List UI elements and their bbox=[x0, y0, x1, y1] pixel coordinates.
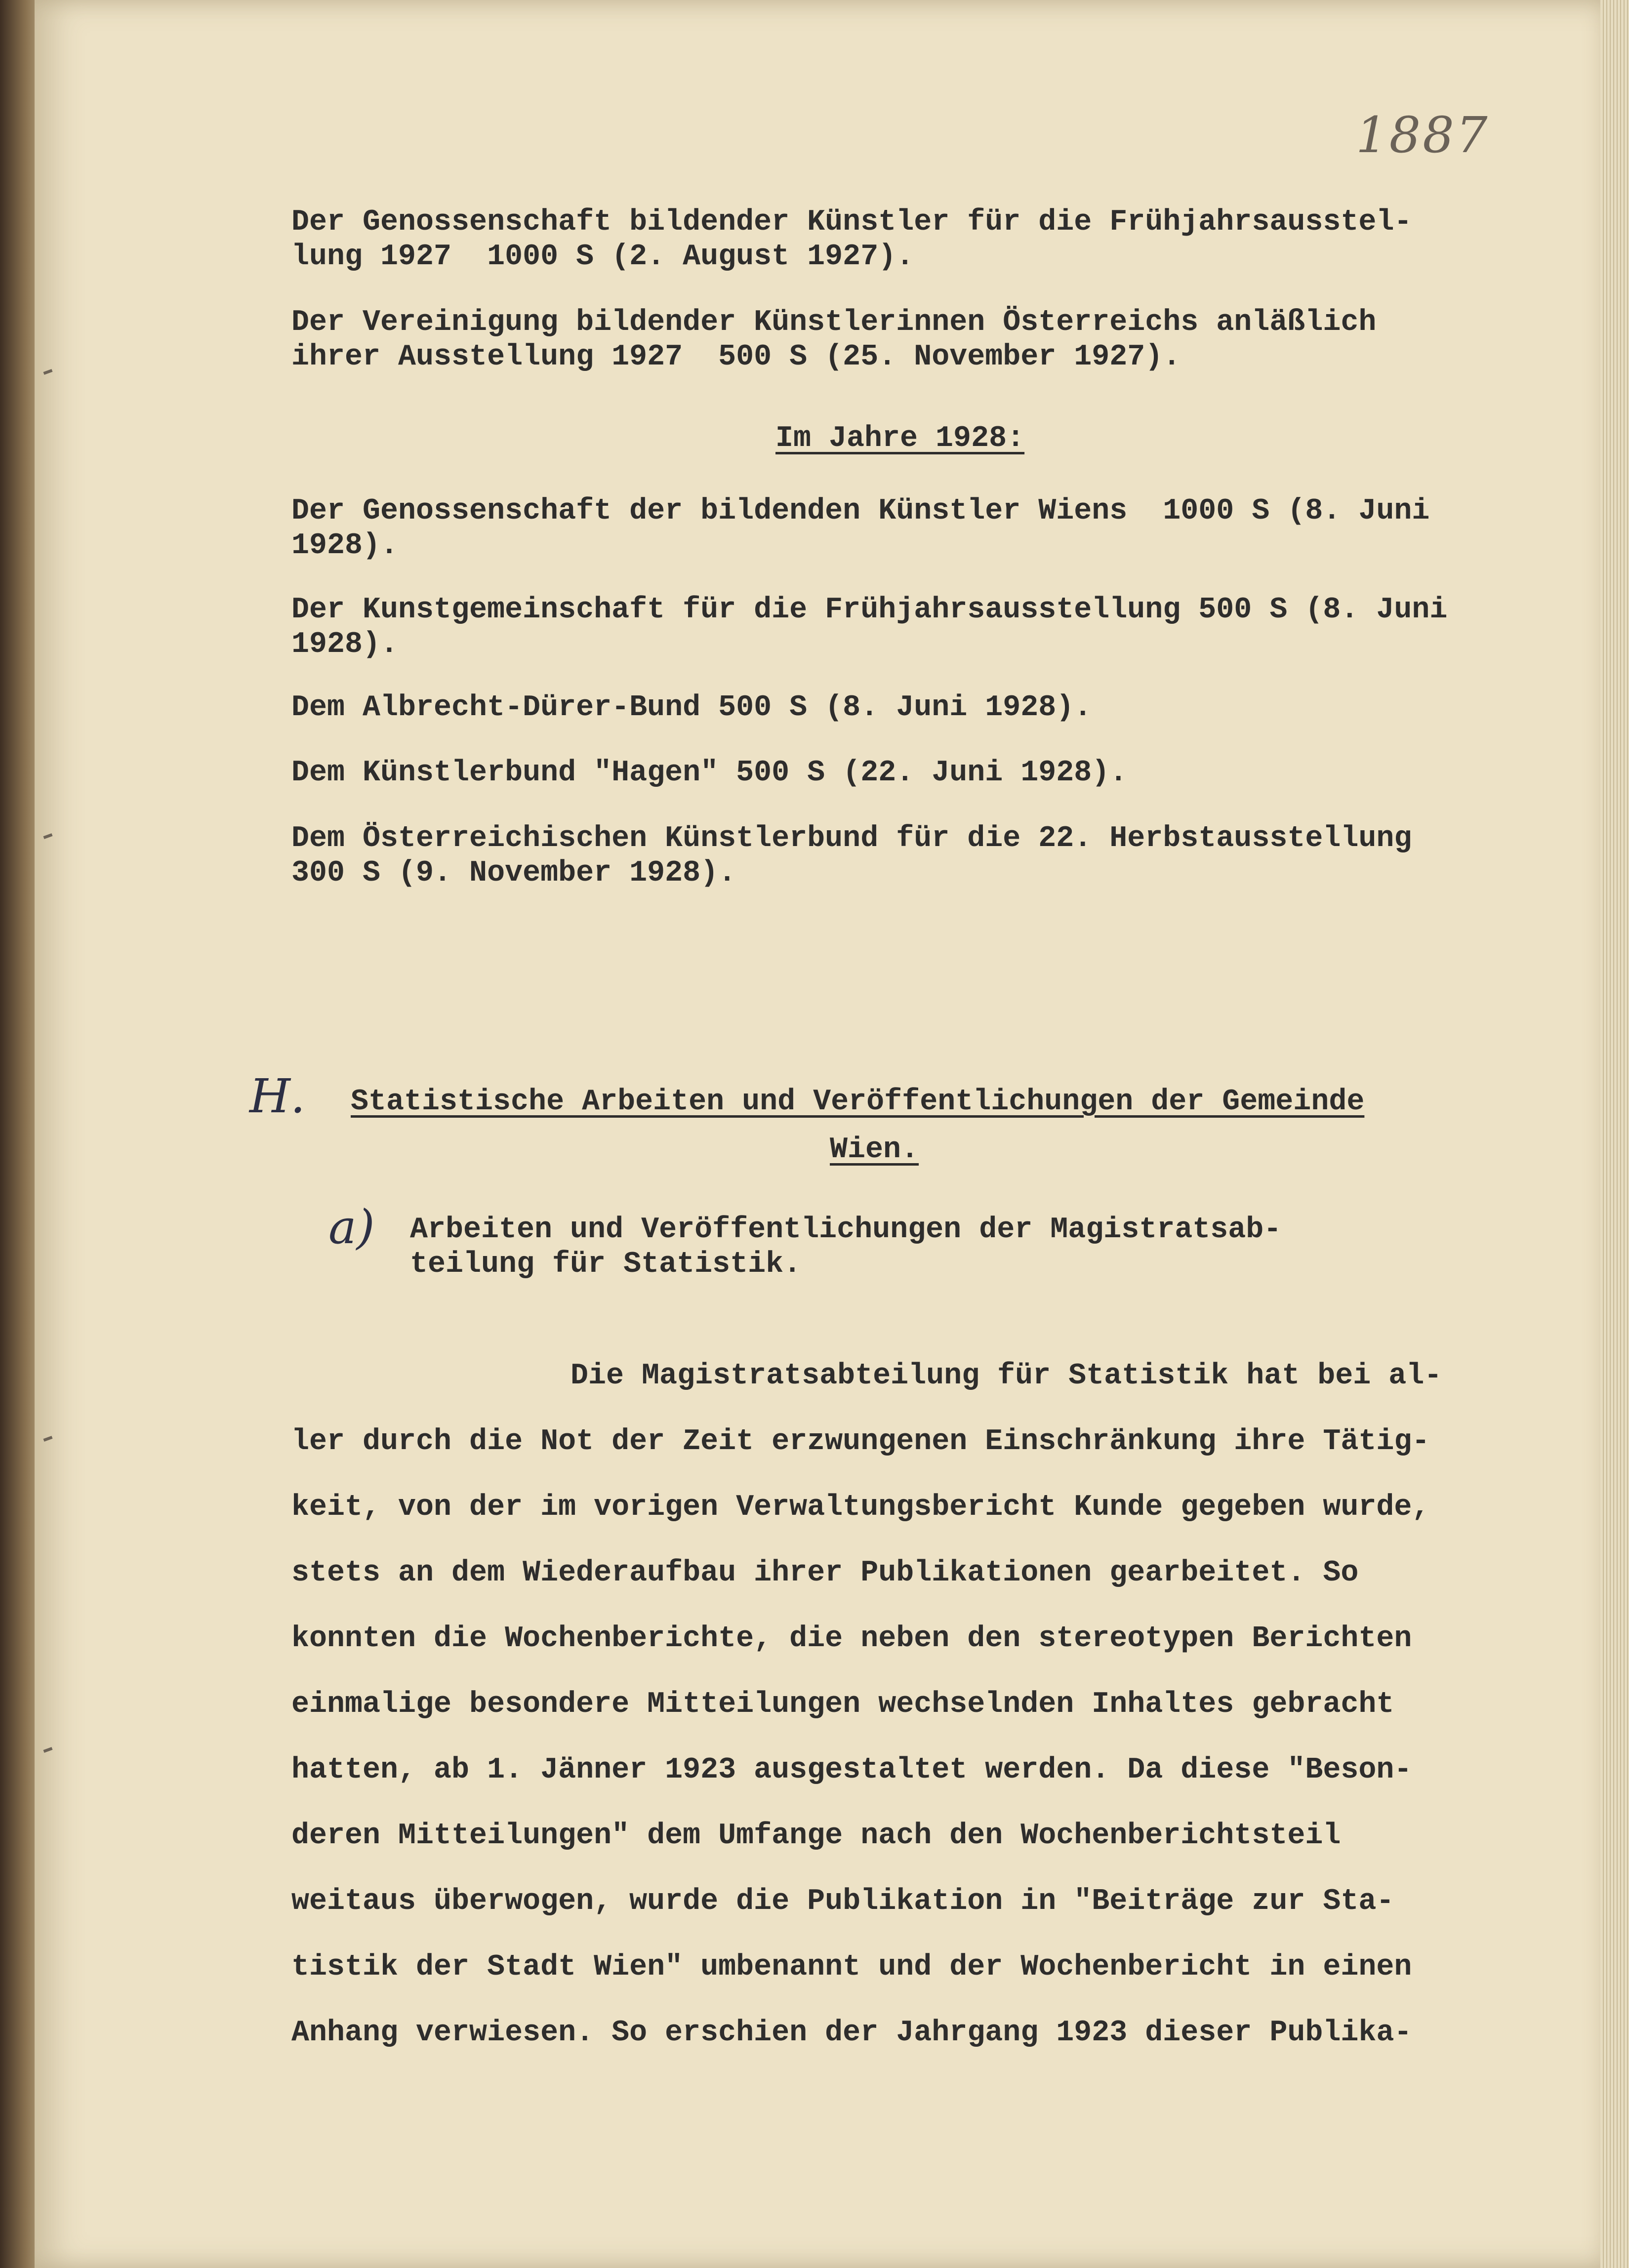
entry-line: Dem Österreichischen Künstlerbund für die 22. Herbstausstellung bbox=[291, 822, 1412, 855]
section-title-cont bbox=[830, 1133, 1629, 1167]
body-paragraph bbox=[291, 1343, 1629, 2066]
paragraph-line: ler durch die Not der Zeit erzwungenen Einschränkung ihre Tätig- bbox=[291, 1425, 1430, 1458]
entry-line: Dem Künstlerbund "Hagen" 500 S (22. Juni 1928). bbox=[291, 756, 1128, 790]
year-heading bbox=[775, 421, 1629, 456]
entry-line: 1928). bbox=[291, 628, 399, 661]
entry-line: Der Genossenschaft der bildenden Künstler Wiens 1000 S (8. Juni bbox=[291, 494, 1430, 528]
entry-line: Der Vereinigung bildender Künstlerinnen Österreichs anläßlich bbox=[291, 306, 1377, 339]
entry-1928-3 bbox=[291, 690, 1629, 725]
paragraph-line: Anhang verwiesen. So erschien der Jahrgang 1923 dieser Publika- bbox=[291, 2016, 1412, 2050]
section-title-line: Wien. bbox=[830, 1133, 919, 1167]
subsection-title-line: Arbeiten und Veröffentlichungen der Magistratsab- bbox=[410, 1213, 1282, 1247]
section-title bbox=[351, 1085, 1629, 1119]
paragraph-line: einmalige besondere Mitteilungen wechselnden Inhaltes gebracht bbox=[291, 1688, 1394, 1721]
paragraph-line: deren Mitteilungen" dem Umfange nach den Wochenberichtsteil bbox=[291, 1819, 1341, 1853]
entry-1927-2 bbox=[291, 305, 1629, 374]
paragraph-line: stets an dem Wiederaufbau ihrer Publikationen gearbeitet. So bbox=[291, 1556, 1359, 1590]
entry-1928-5 bbox=[291, 821, 1629, 891]
entry-1928-4 bbox=[291, 756, 1629, 790]
section-hand-marker: H. bbox=[249, 1069, 306, 1124]
subsection-title-line: teilung für Statistik. bbox=[410, 1248, 802, 1281]
paragraph-line: hatten, ab 1. Jänner 1923 ausgestaltet werden. Da diese "Beson- bbox=[291, 1753, 1412, 1787]
paragraph-line: keit, von der im vorigen Verwaltungsbericht Kunde gegeben wurde, bbox=[291, 1491, 1430, 1524]
entry-1927-1 bbox=[291, 205, 1629, 274]
year-heading-text: Im Jahre 1928: bbox=[775, 422, 1025, 455]
entry-line: 300 S (9. November 1928). bbox=[291, 856, 736, 890]
folio-number: 1887 bbox=[1356, 106, 1490, 164]
paragraph-line: Die Magistratsabteilung für Statistik hat bei al- bbox=[570, 1359, 1442, 1393]
entry-line: Der Kunstgemeinschaft für die Frühjahrsausstellung 500 S (8. Juni bbox=[291, 593, 1448, 627]
entry-1928-2 bbox=[291, 593, 1629, 662]
paragraph-line: weitaus überwogen, wurde die Publikation in "Beiträge zur Sta- bbox=[291, 1885, 1394, 1918]
entry-line: Der Genossenschaft bildender Künstler für die Frühjahrsausstel- bbox=[291, 205, 1412, 239]
entry-1928-1 bbox=[291, 494, 1629, 563]
entry-line: ihrer Ausstellung 1927 500 S (25. November 1927). bbox=[291, 340, 1181, 374]
entry-line: 1928). bbox=[291, 529, 399, 563]
paragraph-line: konnten die Wochenberichte, die neben den stereotypen Berichten bbox=[291, 1622, 1412, 1656]
section-title-line: Statistische Arbeiten und Veröffentlichungen der Gemeinde bbox=[351, 1085, 1365, 1119]
entry-line: lung 1927 1000 S (2. August 1927). bbox=[291, 240, 914, 274]
entry-line: Dem Albrecht-Dürer-Bund 500 S (8. Juni 1928). bbox=[291, 691, 1092, 725]
paragraph-line: tistik der Stadt Wien" umbenannt und der Wochenbericht in einen bbox=[291, 1950, 1412, 1984]
subsection-title bbox=[410, 1213, 1629, 1282]
subsection-hand-marker: a) bbox=[328, 1200, 375, 1255]
